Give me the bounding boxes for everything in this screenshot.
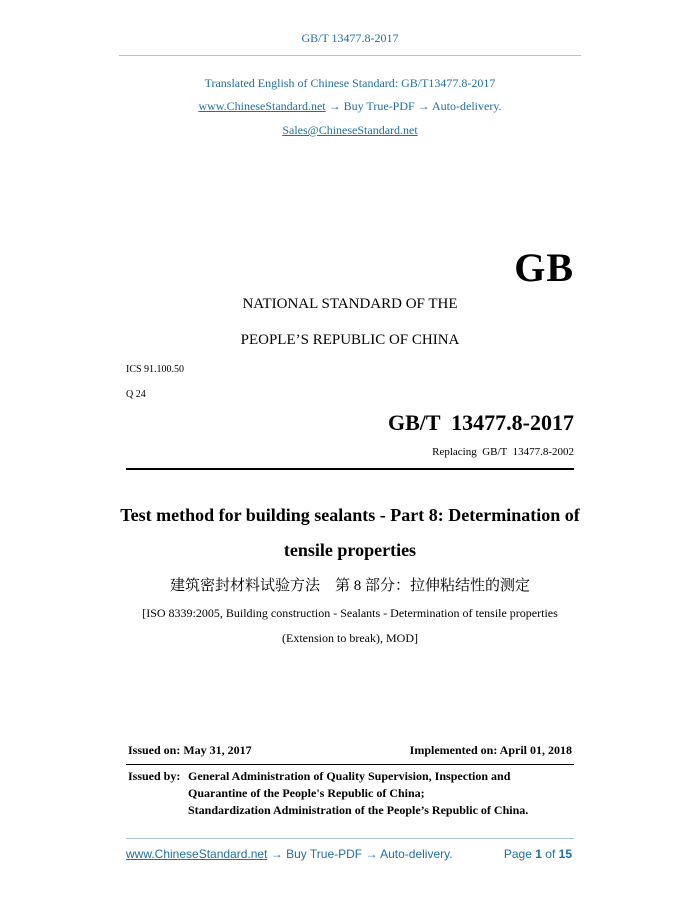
page-total: 15 (558, 847, 572, 861)
header-email-link[interactable]: Sales@ChineseStandard.net (282, 123, 418, 137)
iso-reference-line-1: [ISO 8339:2005, Building construction - Sealants - Determination of tensile properties (142, 606, 558, 620)
footer-divider (126, 838, 574, 839)
ics-code: ICS 91.100.50 (126, 364, 185, 375)
issued-by-label: Issued by: (128, 769, 181, 783)
issued-on-date: Issued on: May 31, 2017 (128, 743, 252, 757)
issuer-line-1: General Administration of Quality Supervision, Inspection and (188, 769, 511, 783)
gb-mark: GB (514, 245, 574, 290)
translated-notice: Translated English of Chinese Standard: GB/T13477.8-2017 (204, 76, 496, 90)
replacing-note: Replacing GB/T 13477.8-2002 (432, 446, 574, 458)
q-code: Q 24 (126, 389, 146, 400)
issuer-line-3: Standardization Administration of the People’s Republic of China. (188, 803, 529, 817)
national-standard-line-2: PEOPLE’S REPUBLIC OF CHINA (240, 332, 460, 348)
page-current: 1 (535, 847, 542, 861)
title-line-2: tensile properties (283, 540, 417, 560)
standard-number: GB/T 13477.8-2017 (387, 410, 574, 435)
footer-buy-text: → Buy True-PDF → Auto-delivery. (267, 847, 453, 861)
standard-number-divider (126, 468, 574, 470)
header-standard-code: GB/T 13477.8-2017 (301, 31, 399, 45)
footer-site-link[interactable]: www.ChineseStandard.net (126, 847, 268, 861)
header-site-link[interactable]: www.ChineseStandard.net (198, 99, 326, 113)
issue-divider (126, 764, 574, 765)
page-of: of (545, 847, 556, 861)
national-standard-line-1: NATIONAL STANDARD OF THE (242, 296, 458, 312)
title-chinese: 建筑密封材料试验方法 第 8 部分：拉伸粘结性的测定 (169, 578, 530, 594)
page-label: Page (503, 847, 532, 861)
title-line-1: Test method for building sealants - Part 8: Determination of (120, 505, 580, 525)
footer-link-line (126, 847, 453, 861)
implemented-on-date: Implemented on: April 01, 2018 (409, 743, 572, 757)
iso-reference-line-2: (Extension to break), MOD] (282, 631, 418, 645)
issuer-line-2: Quarantine of the People's Republic of China; (188, 786, 425, 800)
header-link-line (0, 99, 700, 114)
page-indicator (504, 847, 572, 861)
header-divider (119, 55, 581, 56)
header-buy-text: → Buy True-PDF → Auto-delivery. (328, 99, 502, 113)
